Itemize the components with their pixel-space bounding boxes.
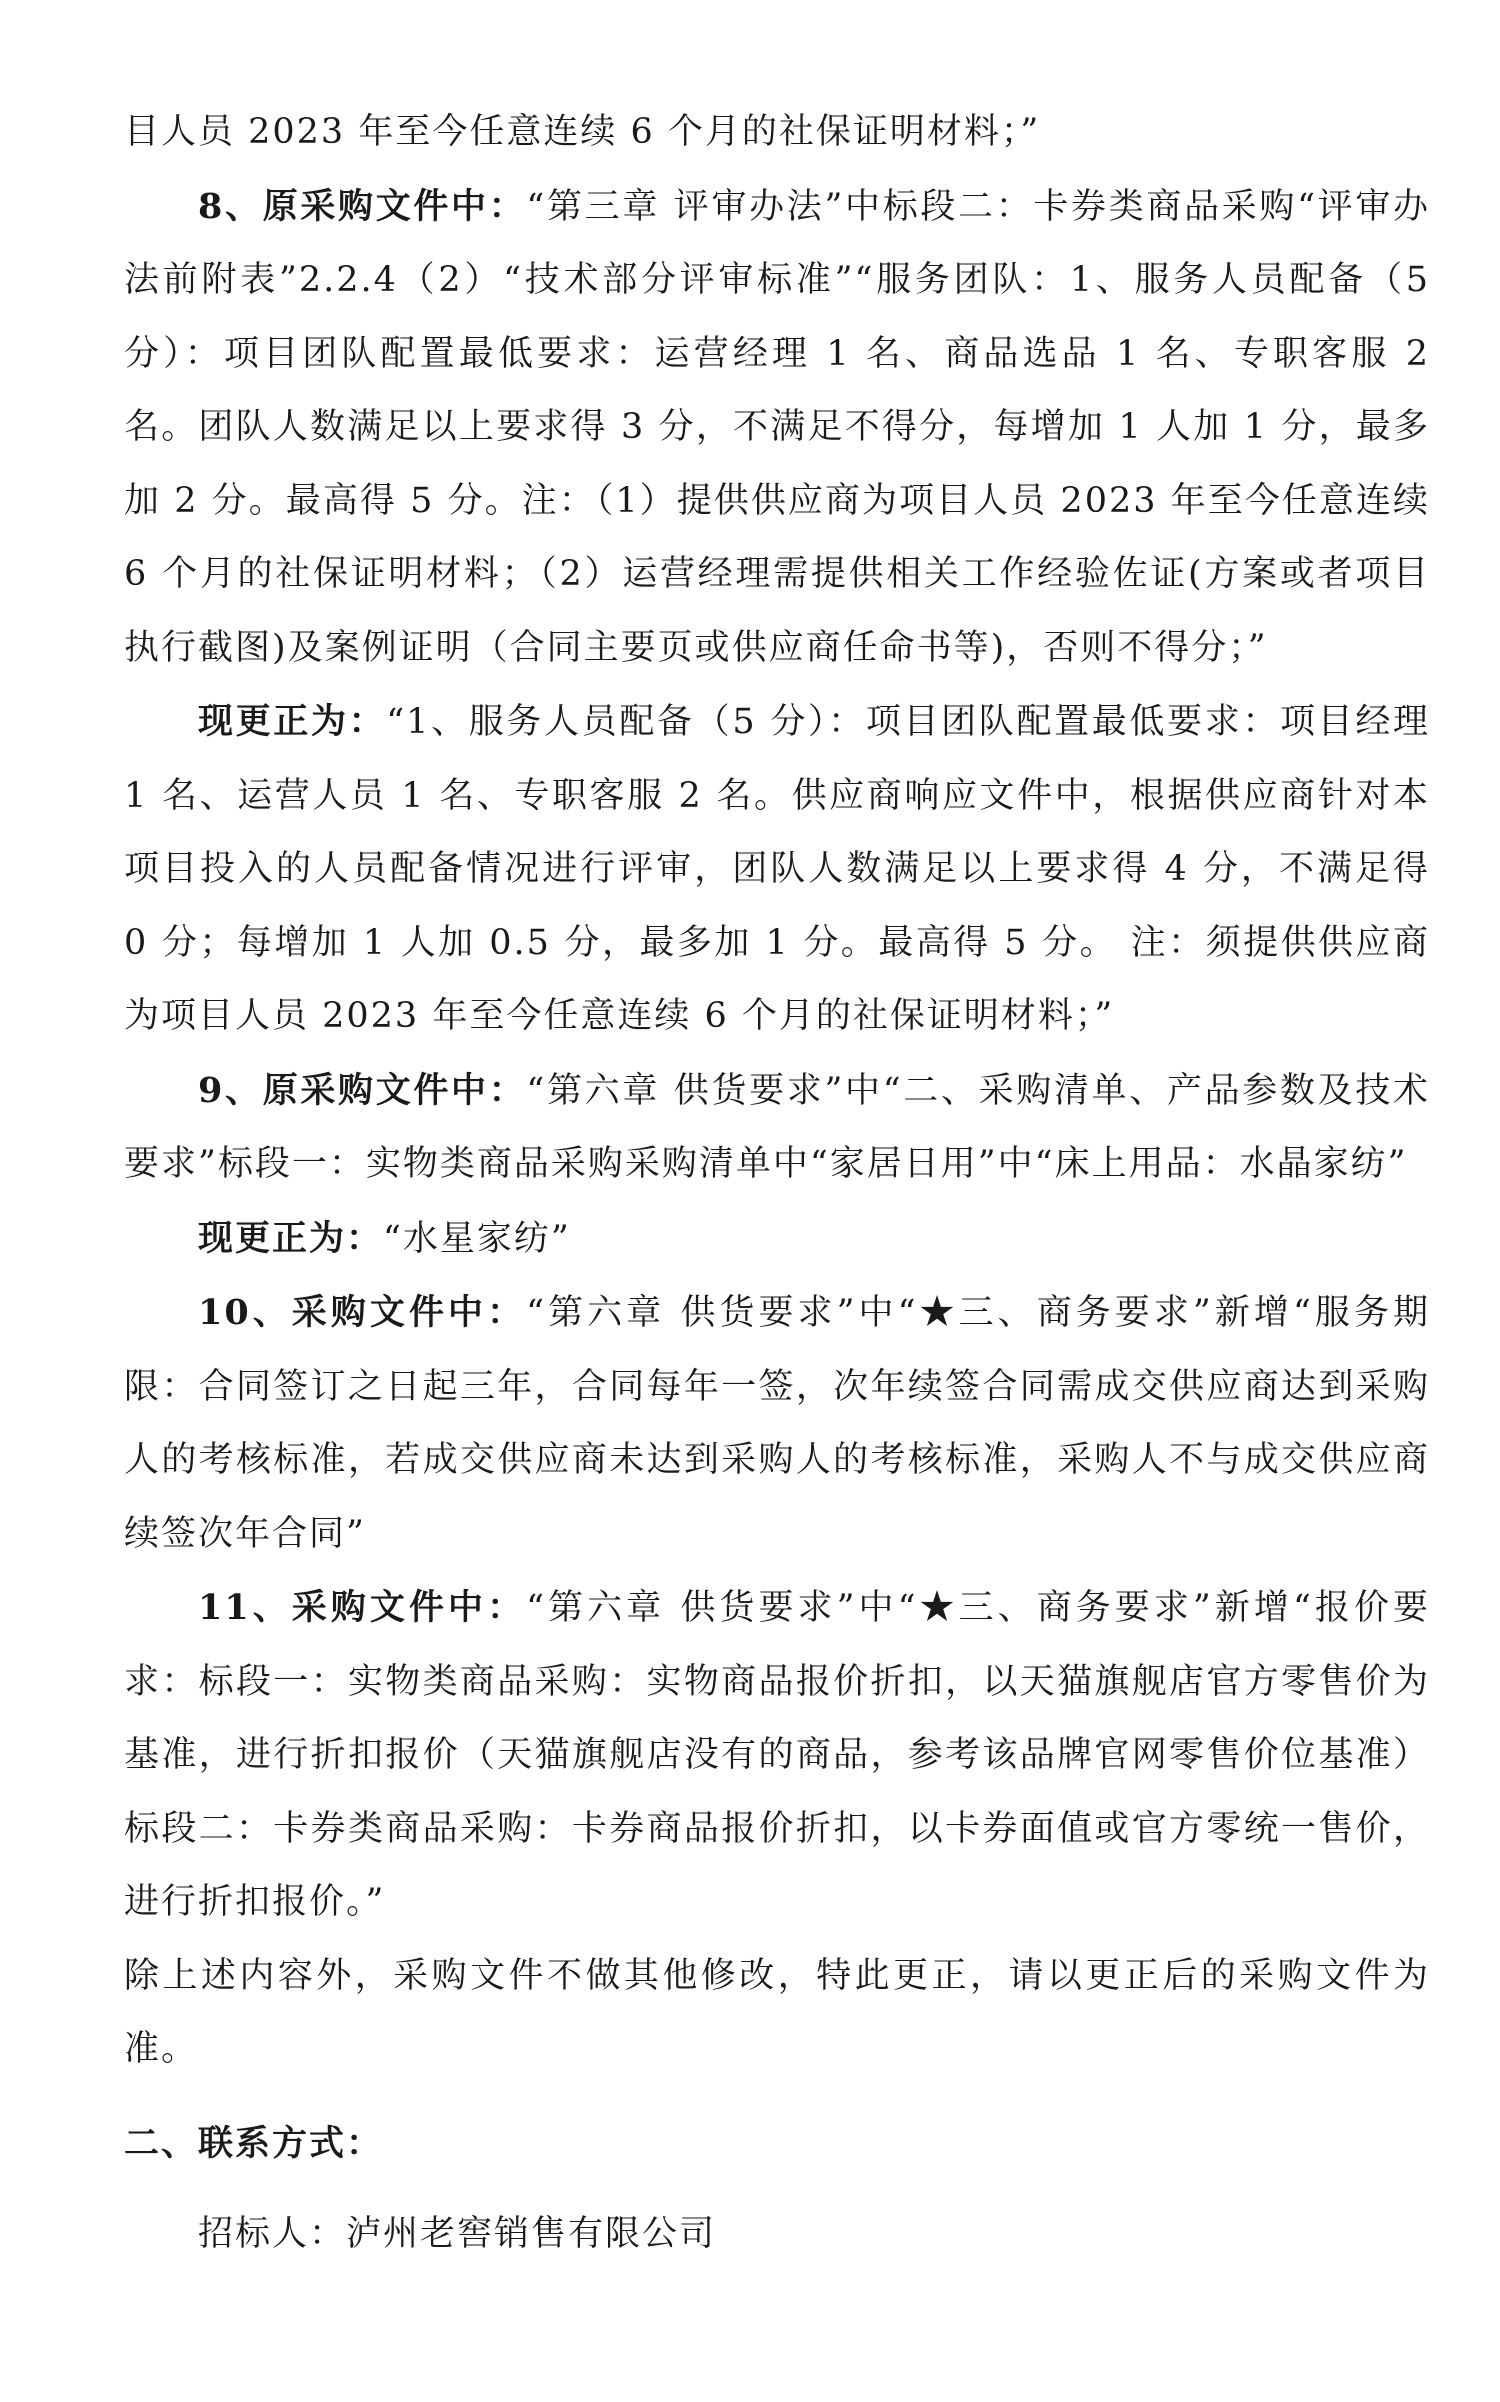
paragraph-item-9-original <box>124 1054 1430 1202</box>
paragraph-item-8-original <box>124 170 1430 686</box>
section-gap <box>124 2087 1430 2107</box>
document-page <box>124 96 1430 2272</box>
paragraph-text: 除上述内容外，采购文件不做其他修改，特此更正，请以更正后的采购文件为准。 <box>124 1955 1430 2069</box>
paragraph-text: “水星家纺” <box>383 1218 571 1259</box>
paragraph-text: “第六章 供货要求”中“二、采购清单、产品参数及技术要求”标段一：实物类商品采购采购清单中“家居日用”中“床上用品：水晶家纺” <box>124 1070 1430 1184</box>
paragraph-label: 11、采购文件中： <box>198 1587 527 1628</box>
contact-tenderer: 招标人：泸州老窖销售有限公司 <box>198 2214 717 2254</box>
paragraph-label: 现更正为： <box>198 1217 384 1259</box>
paragraph-label: 9、原采购文件中： <box>198 1069 527 1111</box>
paragraph-label: 现更正为： <box>198 701 387 742</box>
paragraph-item-9-correction <box>124 1202 1430 1277</box>
paragraph-text: “第六章 供货要求”中“★三、商务要求”新增“报价要求：标段一：实物类商品采购：实物商品报价折扣，以天猫旗舰店官方零售价为基准，进行折扣报价（天猫旗舰店没有的商品，参考该品牌官网零售价位基准）标段二：卡券类商品采购：卡券商品报价折扣，以卡券面值或官方零统一售价，进行折扣报价。” <box>124 1588 1430 1922</box>
paragraph-text: 目人员 2023 年至今任意连续 6 个月的社保证明材料；” <box>124 112 1041 152</box>
paragraph-item-11 <box>124 1571 1430 1940</box>
closing-statement <box>124 1940 1430 2087</box>
paragraph-text: “1、服务人员配备（5 分）：项目团队配置最低要求：项目经理 1 名、运营人员 1 名、专职客服 2 名。供应商响应文件中，根据供应商针对本项目投入的人员配备情况进行评审，团队人数满足以上要求得 4 分，不满足得 0 分；每增加 1 人加 0.5 分，最多加 1 分。最高得 5 分。 注：须提供供应商为项目人员 2023 年至今任意连续 6 个月的社保证明材料；” <box>124 702 1430 1036</box>
paragraph-text: “第六章 供货要求”中“★三、商务要求”新增“服务期限：合同签订之日起三年，合同每年一签，次年续签合同需成交供应商达到采购人的考核标准，若成交供应商未达到采购人的考核标准，采购人不与成交供应商续签次年合同” <box>124 1293 1430 1554</box>
paragraph-item-10 <box>124 1276 1430 1571</box>
paragraph-text: “第三章 评审办法”中标段二：卡券类商品采购“评审办法前附表”2.2.4（2）“技术部分评审标准”“服务团队：1、服务人员配备（5 分）：项目团队配置最低要求：运营经理 1 名、商品选品 1 名、专职客服 2 名。团队人数满足以上要求得 3 分，不满足不得分，每增加 1 人加 1 分，最多加 2 分。最高得 5 分。注：（1）提供供应商为项目人员 2023 年至今任意连续 6 个月的社保证明材料；（2）运营经理需提供相关工作经验佐证(方案或者项目执行截图)及案例证明（合同主要页或供应商任命书等)，否则不得分；” <box>124 186 1430 668</box>
paragraph-label: 10、采购文件中： <box>198 1292 527 1333</box>
paragraph-item-8-correction <box>124 685 1430 1054</box>
section-heading-contact: 二、联系方式： <box>124 2122 384 2164</box>
paragraph-continuation <box>124 96 1430 170</box>
paragraph-label: 8、原采购文件中： <box>198 185 527 227</box>
